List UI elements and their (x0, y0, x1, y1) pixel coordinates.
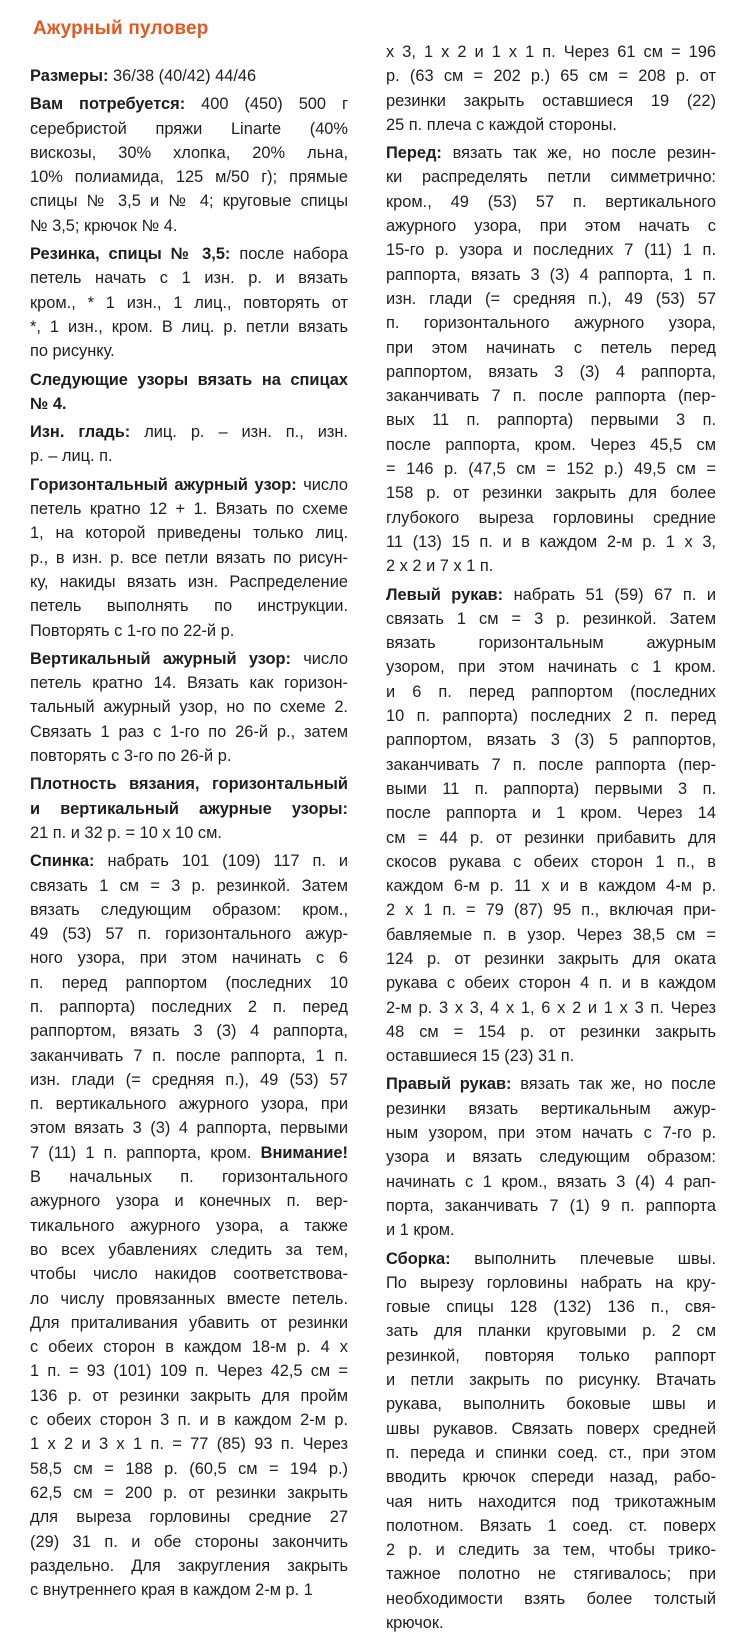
line-text: ажурного узора и конечных п. вер- (30, 1192, 348, 1211)
text-line (386, 1145, 716, 1169)
line-text: вязать так же, но после резин- (441, 144, 716, 163)
left-column (30, 64, 348, 1606)
text-line (386, 1490, 716, 1514)
line-text: 15-го р. узора и последних 7 (11) 1 п. (386, 241, 716, 260)
line-text: 49 (53) 57 п. горизонтального ажур- (30, 925, 348, 944)
line-text: По вырезу горловины набрать на кру- (386, 1273, 716, 1292)
text-line (386, 336, 716, 360)
text-line (30, 797, 348, 821)
text-line (386, 64, 716, 88)
text-line (386, 874, 716, 898)
text-line (30, 1214, 348, 1238)
text-line (386, 1417, 716, 1441)
line-text: и 1 кром. (386, 1221, 455, 1240)
text-line (386, 680, 716, 704)
text-line (30, 647, 348, 671)
line-text: В начальных п. горизонтального (30, 1168, 348, 1187)
paragraph (386, 141, 716, 578)
line-text: оставшиеся 15 (23) 31 п. (386, 1047, 575, 1066)
line-text: с обеих сторон в каждом 18-м р. 4 х (30, 1338, 348, 1357)
text-line (386, 1514, 716, 1538)
text-line (30, 619, 348, 643)
text-line (386, 996, 716, 1020)
paragraph (30, 368, 348, 417)
line-text: 2-м р. 3 х 3, 4 х 1, 6 х 2 и 1 х 3 п. Через (386, 998, 716, 1017)
text-line (386, 1247, 716, 1271)
line-text: связать 1 см = 3 р. резинкой. Затем (386, 609, 716, 628)
text-line (386, 1097, 716, 1121)
text-line (30, 1432, 348, 1456)
text-line (386, 263, 716, 287)
paragraph (30, 64, 348, 88)
text-line (386, 583, 716, 607)
line-text: р. (63 см = 202 р.) 65 см = 208 р. от (386, 67, 716, 86)
text-line (30, 1141, 348, 1165)
text-line (30, 744, 348, 768)
text-line (386, 141, 716, 165)
line-text: петель выполнять по инструкции. (30, 597, 348, 616)
text-line (30, 1311, 348, 1335)
line-text: повторять с 3-го по 26-й р. (30, 747, 232, 766)
line-text: 1 х 2 и 3 х 1 п. = 77 (85) 93 п. Через (30, 1435, 348, 1454)
text-line (386, 947, 716, 971)
line-text: заканчивать 7 п. после раппорта (пер- (386, 387, 716, 406)
line-text: п. перед раппортом (последних 10 (30, 973, 348, 992)
text-line (386, 826, 716, 850)
text-line (30, 1384, 348, 1408)
text-line (386, 850, 716, 874)
text-line (386, 554, 716, 578)
text-line (386, 631, 716, 655)
line-text: раздельно. Для закругления закрыть (30, 1556, 348, 1575)
line-text: вискозы, 30% хлопка, 20% льна, (30, 143, 348, 162)
line-text: вязать следующим образом: кром., (30, 900, 348, 919)
line-text: 48 см = 154 р. от резинки закрыть (386, 1022, 716, 1041)
line-text: вводить крючок спереди назад, рабо- (386, 1468, 716, 1487)
line-text: раппортом, вязать 3 (3) 4 раппорта, (30, 1022, 348, 1041)
paragraph (30, 772, 348, 845)
paragraph (386, 40, 716, 137)
line-text: с внутреннего края в каждом 2-м р. 1 (30, 1581, 313, 1600)
line-text: кром., 49 (53) 57 п. вертикального (386, 192, 716, 211)
line-text: изн. глади (= средняя п.), 49 (53) 57 (386, 289, 716, 308)
line-text: этом вязать 3 (3) 4 раппорта, первыми (30, 1119, 348, 1138)
line-text: 21 п. и 32 р. = 10 х 10 см. (30, 823, 222, 842)
paragraph (386, 1247, 716, 1636)
article-title: Ажурный пуловер (33, 18, 209, 39)
text-line (30, 1116, 348, 1140)
paragraph (30, 420, 348, 469)
line-text: бавляемые п. в узор. Через 38,5 см = (386, 925, 716, 944)
bold-heading: № 4. (30, 394, 67, 413)
line-text: резинкой, повторяя только раппорт (386, 1346, 716, 1365)
text-line (30, 1554, 348, 1578)
line-text: 7 (11) 1 п. раппорта, кром. (30, 1143, 261, 1162)
text-line (386, 1044, 716, 1068)
text-line (30, 521, 348, 545)
paragraph (386, 1072, 716, 1242)
line-text: рукава, выполнить боковые швы и (386, 1395, 716, 1414)
text-line (386, 165, 716, 189)
text-line (30, 898, 348, 922)
text-line (386, 360, 716, 384)
line-text: п. раппорта) последних 2 п. перед (30, 997, 348, 1016)
text-line (30, 214, 348, 238)
line-text: ным узором, при этом начать с 7-го р. (386, 1124, 716, 1143)
line-text: 10% полиамида, 125 м/50 г); прямые (30, 168, 348, 187)
bold-heading: Размеры: (30, 67, 109, 85)
text-line (386, 728, 716, 752)
line-text: 62,5 см = 200 р. от резинки закрыть (30, 1483, 348, 1502)
line-text: и петли закрыть по рисунку. Втачать (386, 1371, 716, 1390)
line-text: крючок. (386, 1614, 444, 1632)
line-text: после набора (230, 245, 348, 264)
line-text: узора и вязать следующим образом: (386, 1148, 716, 1167)
bold-heading: Вертикальный ажурный узор: (30, 649, 291, 668)
text-line (386, 40, 716, 64)
bold-heading: Правый рукав: (386, 1075, 512, 1094)
text-line (386, 287, 716, 311)
line-text: серебристой пряжи Linarte (40% (30, 119, 348, 138)
line-text: ажурного узора, при этом начать с (386, 217, 716, 236)
text-line (30, 1335, 348, 1359)
text-line (386, 1072, 716, 1096)
text-line (386, 1170, 716, 1194)
line-text: раппорта, вязать 3 (3) 4 раппорта, 1 п. (386, 265, 716, 284)
line-text: 2 х 2 и 7 х 1 п. (386, 557, 494, 576)
line-text: петель кратно 14. Вязать как горизон- (30, 674, 348, 693)
line-text: после раппорта, кром. Через 45,5 см (386, 435, 716, 454)
line-text: раппортом, вязать 3 (3) 4 раппорта, (386, 362, 716, 381)
text-line (30, 92, 348, 116)
text-line (30, 1189, 348, 1213)
text-line (30, 1238, 348, 1262)
line-text: см = 44 р. от резинки прибавить для (386, 828, 716, 847)
line-text: говые спицы 128 (132) 136 п., свя- (386, 1298, 716, 1317)
bold-heading: Левый рукав: (386, 585, 504, 604)
right-column (386, 40, 716, 1639)
line-text: 25 п. плеча с каждой стороны. (386, 115, 617, 134)
text-line (30, 695, 348, 719)
text-line (386, 777, 716, 801)
line-text: кром., * 1 изн., 1 лиц., повторять от (30, 293, 348, 312)
line-text: 2 р. и следить за тем, чтобы трико- (386, 1541, 716, 1560)
line-text: х 3, 1 х 2 и 1 х 1 п. Через 61 см = 196 (386, 43, 716, 61)
bold-heading: Изн. гладь: (30, 423, 131, 442)
text-line (30, 64, 348, 88)
text-line (30, 339, 348, 363)
line-text: после раппорта и 1 кром. Через 14 (386, 804, 716, 823)
line-text: глубокого выреза горловины средние (386, 508, 716, 527)
line-text: зать для планки круговыми р. 2 см (386, 1322, 716, 1341)
text-line (386, 753, 716, 777)
text-line (386, 113, 716, 137)
text-line (386, 898, 716, 922)
line-text: для выреза горловины средние 27 (30, 1508, 348, 1527)
line-text: спицы № 3,5 и № 4; круговые спицы (30, 192, 348, 211)
text-line (30, 141, 348, 165)
line-text: швы рукавов. Связать поверх средней (386, 1419, 716, 1438)
line-text: заканчивать 7 п. после раппорта (пер- (386, 755, 716, 774)
paragraph (30, 849, 348, 1602)
text-line (30, 821, 348, 845)
text-line (386, 1368, 716, 1392)
text-line (30, 1262, 348, 1286)
text-line (30, 720, 348, 744)
text-line (386, 1465, 716, 1489)
text-line (386, 89, 716, 113)
line-text: тажное полотно не стягивалось; при (386, 1565, 716, 1584)
line-text: число (296, 475, 348, 494)
line-text: вых 11 п. раппорта) первыми 3 п. (386, 411, 716, 430)
text-line (386, 481, 716, 505)
line-text: выми 11 п. раппорта) первыми 3 п. (386, 779, 716, 798)
line-text: 36/38 (40/42) 44/46 (108, 67, 257, 85)
bold-heading: Резинка, спицы № 3,5: (30, 245, 231, 264)
line-text: ло числу провязанных вместе петель. (30, 1289, 348, 1308)
line-text: каждом 6-м р. 11 х и в каждом 4-м р. (386, 877, 716, 896)
text-line (386, 923, 716, 947)
line-text: во всех убавлениях следить за тем, (30, 1240, 348, 1259)
paragraph (386, 583, 716, 1069)
text-line (30, 1578, 348, 1602)
text-line (386, 1020, 716, 1044)
text-line (386, 1392, 716, 1416)
text-line (386, 311, 716, 335)
text-line (386, 457, 716, 481)
line-text: рукава с обеих сторон 4 п. и в каждом (386, 974, 716, 993)
line-text: 136 р. от резинки закрыть для пройм (30, 1386, 348, 1405)
line-text: набрать 51 (59) 67 п. и (503, 585, 716, 604)
line-text: резинки вязать вертикальным ажур- (386, 1099, 716, 1118)
text-line (386, 530, 716, 554)
line-text: 158 р. от резинки закрыть для более (386, 484, 716, 503)
text-line (386, 607, 716, 631)
bold-heading: Плотность вязания, горизонтальный (30, 775, 348, 794)
text-line (30, 1359, 348, 1383)
text-line (30, 570, 348, 594)
text-line (30, 392, 348, 416)
text-line (30, 1019, 348, 1043)
line-text: начинать с 1 кром., вязать 3 (4) 4 рап- (386, 1172, 716, 1191)
text-line (386, 1319, 716, 1343)
text-line (30, 546, 348, 570)
line-text: заканчивать 7 п. после раппорта, 1 п. (30, 1046, 348, 1065)
text-line (30, 420, 348, 444)
text-line (386, 190, 716, 214)
text-line (30, 995, 348, 1019)
line-text: (29) 31 п. и обе стороны закончить (30, 1532, 348, 1551)
text-line (30, 971, 348, 995)
line-text: выполнить плечевые швы. (450, 1249, 716, 1268)
line-text: резинки закрыть оставшиеся 19 (22) (386, 91, 716, 110)
text-line (30, 242, 348, 266)
text-line (30, 266, 348, 290)
text-line (30, 1481, 348, 1505)
line-text: Для приталивания убавить от резинки (30, 1313, 348, 1332)
text-line (386, 1295, 716, 1319)
line-text: тикального ажурного узора, а также (30, 1216, 348, 1235)
text-line (386, 214, 716, 238)
line-text: Связать 1 раз с 1-го по 26-й р., затем (30, 722, 348, 741)
text-line (30, 1287, 348, 1311)
text-line (30, 1530, 348, 1554)
text-line (386, 1538, 716, 1562)
text-line (30, 473, 348, 497)
text-line (30, 291, 348, 315)
text-line (30, 946, 348, 970)
line-text: № 3,5; крючок № 4. (30, 216, 178, 235)
line-text: порта, заканчивать 7 (1) 9 п. раппорта (386, 1196, 716, 1215)
paragraph (30, 647, 348, 768)
text-line (386, 238, 716, 262)
line-text: и 6 п. перед раппортом (последних (386, 682, 716, 701)
line-text: п. переда и спинки соед. ст., при этом (386, 1443, 716, 1462)
line-text: петель кратно 12 + 1. Вязать по схеме (30, 500, 348, 519)
line-text: раппортом, вязать 3 (3) 5 раппортов, (386, 731, 716, 750)
line-text: вязать так же, но после (511, 1075, 716, 1094)
line-text: 58,5 см = 188 р. (60,5 см = 194 р.) (30, 1459, 348, 1478)
paragraph (30, 242, 348, 363)
bold-heading: Перед: (386, 144, 442, 163)
line-text: ного узора, при этом начинать с 6 (30, 949, 348, 968)
line-text: 11 (13) 15 п. и в каждом 2-м р. 1 х 3, (386, 532, 716, 551)
line-text: п. вертикального ажурного узора, при (30, 1095, 348, 1114)
text-line (30, 1165, 348, 1189)
text-line (30, 444, 348, 468)
text-line (386, 801, 716, 825)
text-line (30, 1044, 348, 1068)
bold-heading: Горизонтальный ажурный узор: (30, 475, 297, 494)
line-text: = 146 р. (47,5 см = 152 р.) 49,5 см = (386, 460, 716, 479)
text-line (30, 315, 348, 339)
text-line (386, 1218, 716, 1242)
line-text: изн. глади (= средняя п.), 49 (53) 57 (30, 1070, 348, 1089)
text-line (386, 1562, 716, 1586)
bold-heading: Спинка: (30, 852, 95, 871)
line-text: чтобы число накидов соответствова- (30, 1265, 348, 1284)
paragraph (30, 92, 348, 238)
text-line (30, 497, 348, 521)
line-text: 400 (450) 500 г (185, 95, 348, 114)
text-line (30, 117, 348, 141)
line-text: необходимости взять более толстый (386, 1589, 716, 1608)
line-text: узором, при этом начинать с 1 кром. (386, 658, 716, 677)
text-line (386, 433, 716, 457)
text-line (386, 1441, 716, 1465)
line-text: связать 1 см = 3 р. резинкой. Затем (30, 876, 348, 895)
line-text: ки распределять петли симметрично: (386, 168, 716, 187)
text-line (386, 506, 716, 530)
bold-heading: Следующие узоры вязать на спицах (30, 370, 348, 389)
line-text: вязать горизонтальным ажурным (386, 634, 716, 653)
text-line (30, 1068, 348, 1092)
bold-heading: Вам потребуется: (30, 95, 186, 114)
line-text: чая нить находится под трикотажным (386, 1492, 716, 1511)
line-text: по рисунку. (30, 342, 115, 361)
line-text: *, 1 изн., кром. В лиц. р. петли вязать (30, 317, 348, 336)
line-text: 10 п. раппорта) последних 2 п. перед (386, 707, 716, 726)
text-line (30, 165, 348, 189)
text-line (386, 1194, 716, 1218)
text-line (30, 874, 348, 898)
text-line (30, 594, 348, 618)
text-line (30, 189, 348, 213)
text-line (30, 922, 348, 946)
bold-heading: Сборка: (386, 1249, 451, 1268)
text-line (386, 384, 716, 408)
text-line (30, 849, 348, 873)
line-text: при этом начинать с петель перед (386, 338, 716, 357)
text-line (30, 772, 348, 796)
line-text: тальный ажурный узор, но по схеме 2. (30, 698, 348, 717)
line-text: р. – лиц. п. (30, 447, 113, 466)
bold-emphasis: Внимание! (260, 1143, 348, 1162)
line-text: лиц. р. – изн. п., изн. (130, 423, 348, 442)
line-text: скосов рукава с обеих сторон 1 п., в (386, 852, 716, 871)
line-text: 1, на которой приведены только лиц. (30, 524, 348, 543)
text-line (30, 1457, 348, 1481)
line-text: полотном. Вязать 1 соед. ст. поверх (386, 1516, 716, 1535)
text-line (30, 1408, 348, 1432)
line-text: ку, накиды вязать изн. Распределение (30, 572, 348, 591)
bold-heading: и вертикальный ажурные узоры: (30, 799, 348, 818)
line-text: 124 р. от резинки закрыть для оката (386, 949, 716, 968)
line-text: набрать 101 (109) 117 п. и (94, 852, 348, 871)
text-line (30, 1092, 348, 1116)
line-text: 2 х 1 п. = 79 (87) 95 п., включая при- (386, 901, 716, 920)
text-line (386, 408, 716, 432)
text-line (386, 704, 716, 728)
text-line (386, 1271, 716, 1295)
line-text: 1 п. = 93 (101) 109 п. Через 42,5 см = (30, 1362, 348, 1381)
text-line (30, 368, 348, 392)
line-text: р., в изн. р. все петли вязать по рисун- (30, 548, 348, 567)
paragraph (30, 473, 348, 643)
line-text: число (290, 649, 348, 668)
text-line (386, 1587, 716, 1611)
line-text: п. горизонтального ажурного узора, (386, 314, 716, 333)
text-line (386, 1344, 716, 1368)
line-text: петель начать с 1 изн. р. и вязать (30, 269, 348, 288)
line-text: с обеих сторон 3 п. и в каждом 2-м р. (30, 1411, 348, 1430)
text-line (30, 1505, 348, 1529)
text-line (386, 655, 716, 679)
text-line (386, 971, 716, 995)
text-line (30, 671, 348, 695)
line-text: Повторять с 1-го по 22-й р. (30, 621, 235, 640)
text-line (386, 1121, 716, 1145)
